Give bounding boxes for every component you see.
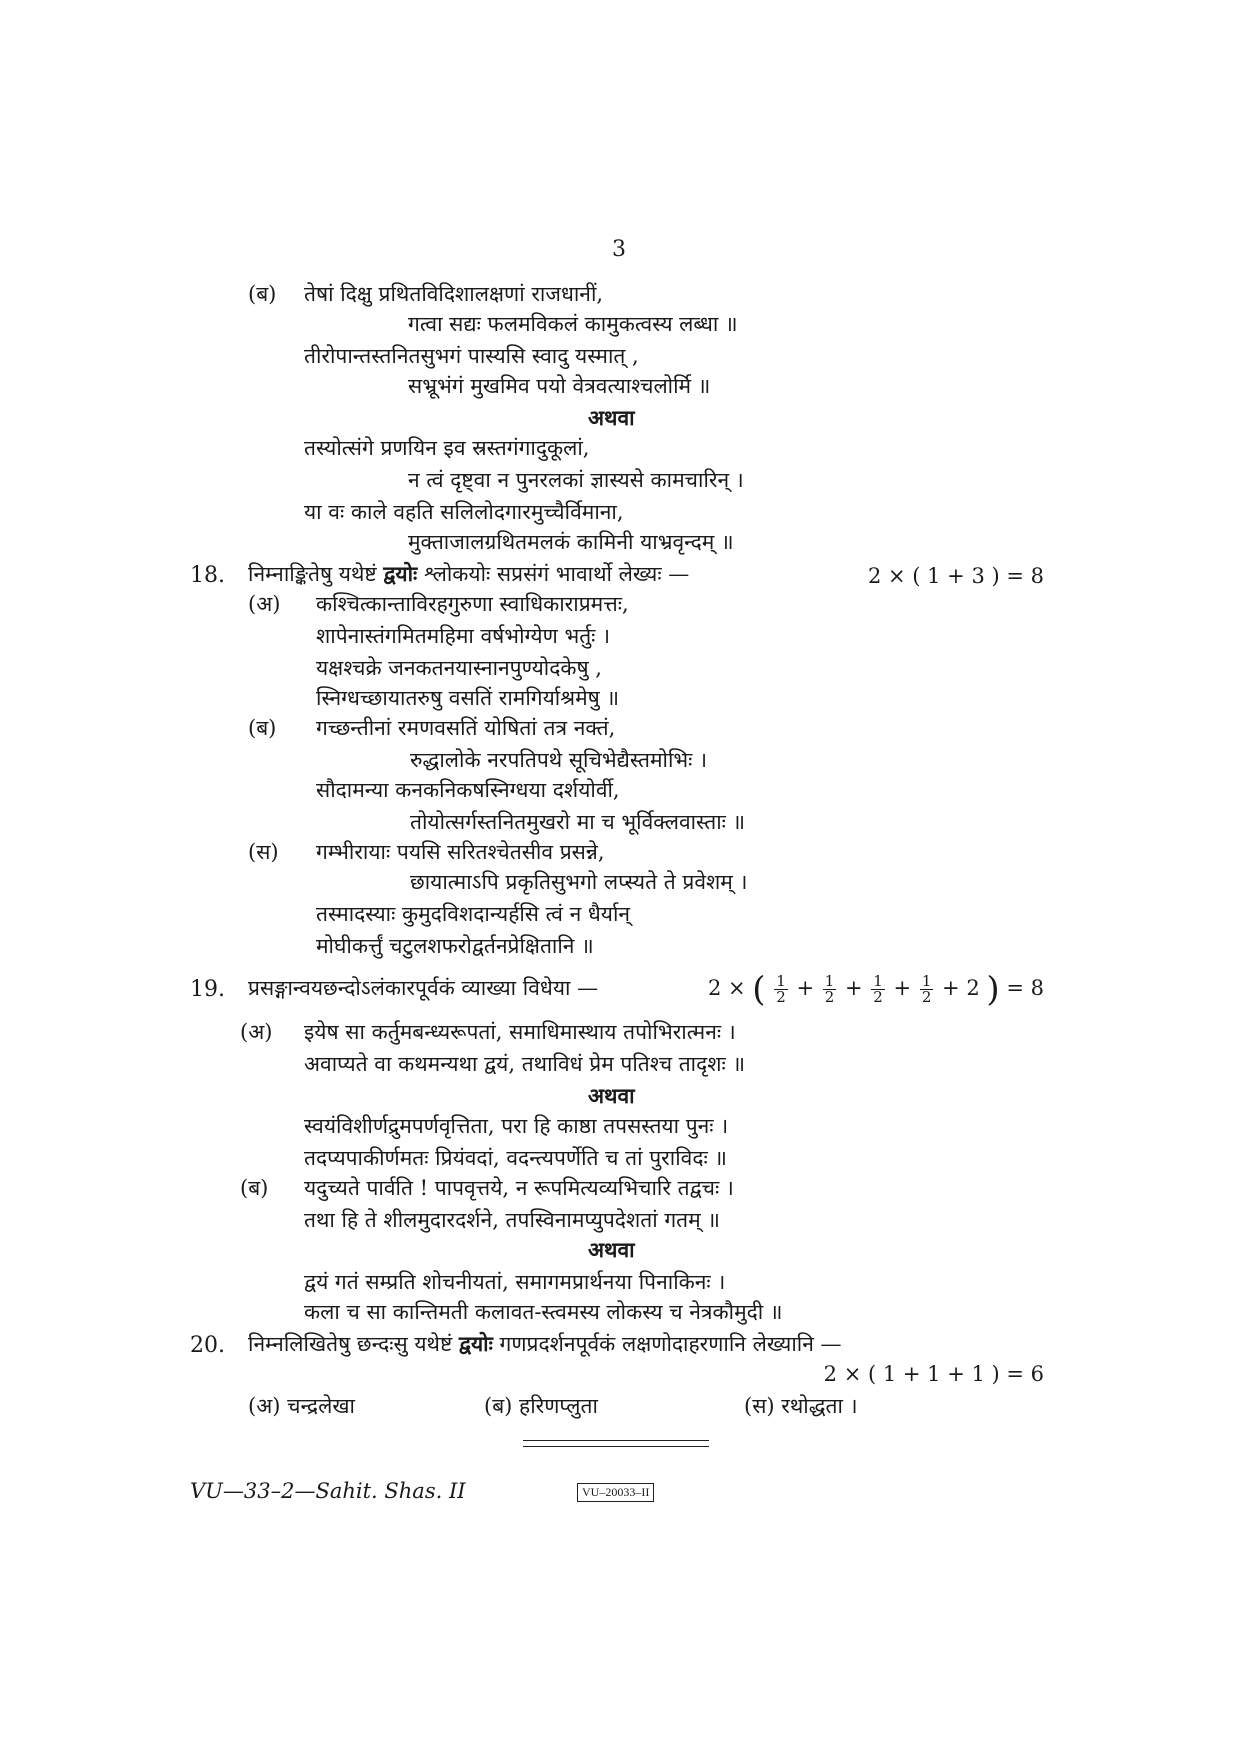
q18b-line-4: तोयोत्सर्गस्तनितमुखरो मा च भूर्विक्लवास्ताः ॥ xyxy=(410,810,746,834)
q18c-line-4: मोघीकर्त्तुं चटुलशफरोद्वर्तनप्रेक्षितानि ॥ xyxy=(316,934,594,958)
q20-text-post: गणप्रदर्शनपूर्वकं लक्षणोदाहरणानि लेख्यानि — xyxy=(492,1332,842,1356)
q19a-label: (अ) xyxy=(240,1020,273,1044)
q18a-line-4: स्निग्धच्छायातरुषु वसतिं रामगिर्याश्रमेषु ॥ xyxy=(316,686,620,710)
q19b-line-1: यदुच्यते पार्वति ! पापवृत्तये, न रूपमित्यव्यभिचारि तद्वचः । xyxy=(304,1176,734,1200)
q20-text-pre: निम्नलिखितेषु छन्दःसु यथेष्टं xyxy=(248,1332,459,1356)
q18c-label: (स) xyxy=(248,840,279,864)
q19a-alt-line-2: तदप्यपाकीर्णमतः प्रियंवदां, वदन्त्यपर्णेति च तां पुराविदः ॥ xyxy=(304,1146,727,1170)
q18-text-bold: द्वयोः xyxy=(383,561,418,586)
q19-frac-1: $\frac{1}{2}$ xyxy=(776,972,786,1006)
footer-code-box: VU–20033–II xyxy=(577,1483,654,1502)
q19-plus-1: + xyxy=(796,976,815,1000)
q17b-label: (ब) xyxy=(248,282,277,306)
q20-text-bold: द्वयोः xyxy=(458,1331,493,1356)
q17b-line-1: तेषां दिक्षु प्रथितविदिशालक्षणां राजधानीं, xyxy=(304,282,604,306)
athava-heading-2: अथवा xyxy=(588,1083,635,1108)
page-number: 3 xyxy=(612,237,626,262)
q17b-line-4: सभ्रूभंगं मुखमिव पयो वेत्रवत्याश्चलोर्मि ॥ xyxy=(408,374,711,398)
q18b-line-2: रुद्धालोके नरपतिपथे सूचिभेद्यैस्तमोभिः । xyxy=(410,748,708,772)
q18b-line-1: गच्छन्तीनां रमणवसतिं योषितां तत्र नक्तं, xyxy=(316,716,616,740)
q18c-line-2: छायात्माऽपि प्रकृतिसुभगो लप्स्यते ते प्रवेशम् । xyxy=(410,870,748,894)
q18-marks: 2 × ( 1 + 3 ) = 8 xyxy=(867,564,1044,588)
q19-instruction: प्रसङ्गान्वयछन्दोऽलंकारपूर्वकं व्याख्या विधेया — xyxy=(248,976,599,1000)
q19-paren-open: ( xyxy=(752,969,766,1010)
end-rule-top xyxy=(523,1440,709,1441)
q19-frac-4: $\frac{1}{2}$ xyxy=(921,972,932,1006)
q18a-line-2: शापेनास्तंगमितमहिमा वर्षभोग्येण भर्तुः । xyxy=(316,624,611,648)
q19-plus-2: + xyxy=(844,976,863,1000)
q18b-line-3: सौदामन्या कनकनिकषस्निग्धया दर्शयोर्वी, xyxy=(316,778,620,802)
q19-number: 19. xyxy=(190,977,225,1002)
q18b-label: (ब) xyxy=(248,716,277,740)
q19-frac-3: $\frac{1}{2}$ xyxy=(873,972,883,1006)
q18c-line-1: गम्भीरायाः पयसि सरितश्चेतसीव प्रसन्ने, xyxy=(316,840,605,864)
q17b-line-3: तीरोपान्तस्तनितसुभगं पास्यसि स्वादु यस्मात् , xyxy=(304,344,639,368)
q18-number: 18. xyxy=(190,563,225,588)
q20-number: 20. xyxy=(190,1333,225,1358)
q19-paren-close: ) xyxy=(986,969,1000,1010)
q19b-alt-line-2: कला च सा कान्तिमती कलावत-स्त्वमस्य लोकस्य च नेत्रकौमुदी ॥ xyxy=(304,1300,783,1324)
q18c-line-3: तस्मादस्याः कुमुदविशदान्यर्हसि त्वं न धैर्यान् xyxy=(316,902,631,926)
q18a-line-3: यक्षश्चक्रे जनकतनयास्नानपुण्योदकेषु , xyxy=(316,656,602,680)
q19-plus-4: + xyxy=(942,976,960,1000)
athava-heading-1: अथवा xyxy=(588,405,635,430)
q19a-line-1: इयेष सा कर्तुमबन्ध्यरूपतां, समाधिमास्थाय तपोभिरात्मनः । xyxy=(304,1020,736,1044)
q19-marks-prefix: 2 × xyxy=(707,976,746,1000)
q20-option-c: (स) रथोद्धता । xyxy=(744,1394,858,1418)
q17alt-line-4: मुक्ताजालग्रथितमलकं कामिनी याभ्रवृन्दम् ॥ xyxy=(408,530,734,554)
q19-marks-suffix: = 8 xyxy=(1006,976,1044,1000)
q17alt-line-2: न त्वं दृष्ट्वा न पुनरलकां ज्ञास्यसे कामचारिन् । xyxy=(408,468,744,492)
q17alt-line-1: तस्योत्संगे प्रणयिन इव स्रस्तगंगादुकूलां, xyxy=(304,436,590,460)
q19b-label: (ब) xyxy=(240,1176,269,1200)
q19-marks xyxy=(708,968,1044,1008)
q20-instruction xyxy=(248,1330,842,1358)
q17alt-line-3: या वः काले वहति सलिलोदगारमुच्चैर्विमाना, xyxy=(304,500,624,524)
athava-heading-3: अथवा xyxy=(588,1237,635,1262)
q19a-alt-line-1: स्वयंविशीर्णद्रुमपर्णवृत्तिता, परा हि काष्ठा तपसस्तया पुनः । xyxy=(304,1114,729,1138)
q20-option-b: (ब) हरिणप्लुता xyxy=(484,1394,598,1418)
q18a-line-1: कश्चित्कान्ताविरहगुरुणा स्वाधिकाराप्रमत्तः, xyxy=(316,592,629,616)
q19-plus-3: + xyxy=(893,976,912,1000)
q18a-label: (अ) xyxy=(248,592,281,616)
q19b-line-2: तथा हि ते शीलमुदारदर्शने, तपस्विनामप्युपदेशतां गतम् ॥ xyxy=(304,1208,720,1232)
q20-option-a: (अ) चन्द्रलेखा xyxy=(248,1394,355,1418)
q20-marks: 2 × ( 1 + 1 + 1 ) = 6 xyxy=(823,1362,1044,1386)
q19-marks-last: 2 xyxy=(966,976,980,1000)
q17b-line-2: गत्वा सद्यः फलमविकलं कामुकत्वस्य लब्धा ॥ xyxy=(408,312,738,336)
q19b-alt-line-1: द्वयं गतं सम्प्रति शोचनीयतां, समागमप्रार्थनया पिनाकिनः । xyxy=(304,1270,726,1294)
q19-frac-2: $\frac{1}{2}$ xyxy=(824,972,835,1006)
q18-instruction xyxy=(248,560,689,588)
q18-text-post: श्लोकयोः सप्रसंगं भावार्थो लेख्यः — xyxy=(417,562,690,586)
q18-text-pre: निम्नाङ्कितेषु यथेष्टं xyxy=(248,562,384,586)
footer-paper-code: VU—33–2—Sahit. Shas. II xyxy=(190,1479,466,1503)
end-rule-bottom xyxy=(523,1446,709,1447)
q19a-line-2: अवाप्यते वा कथमन्यथा द्वयं, तथाविधं प्रेम पतिश्च तादृशः ॥ xyxy=(304,1052,746,1076)
